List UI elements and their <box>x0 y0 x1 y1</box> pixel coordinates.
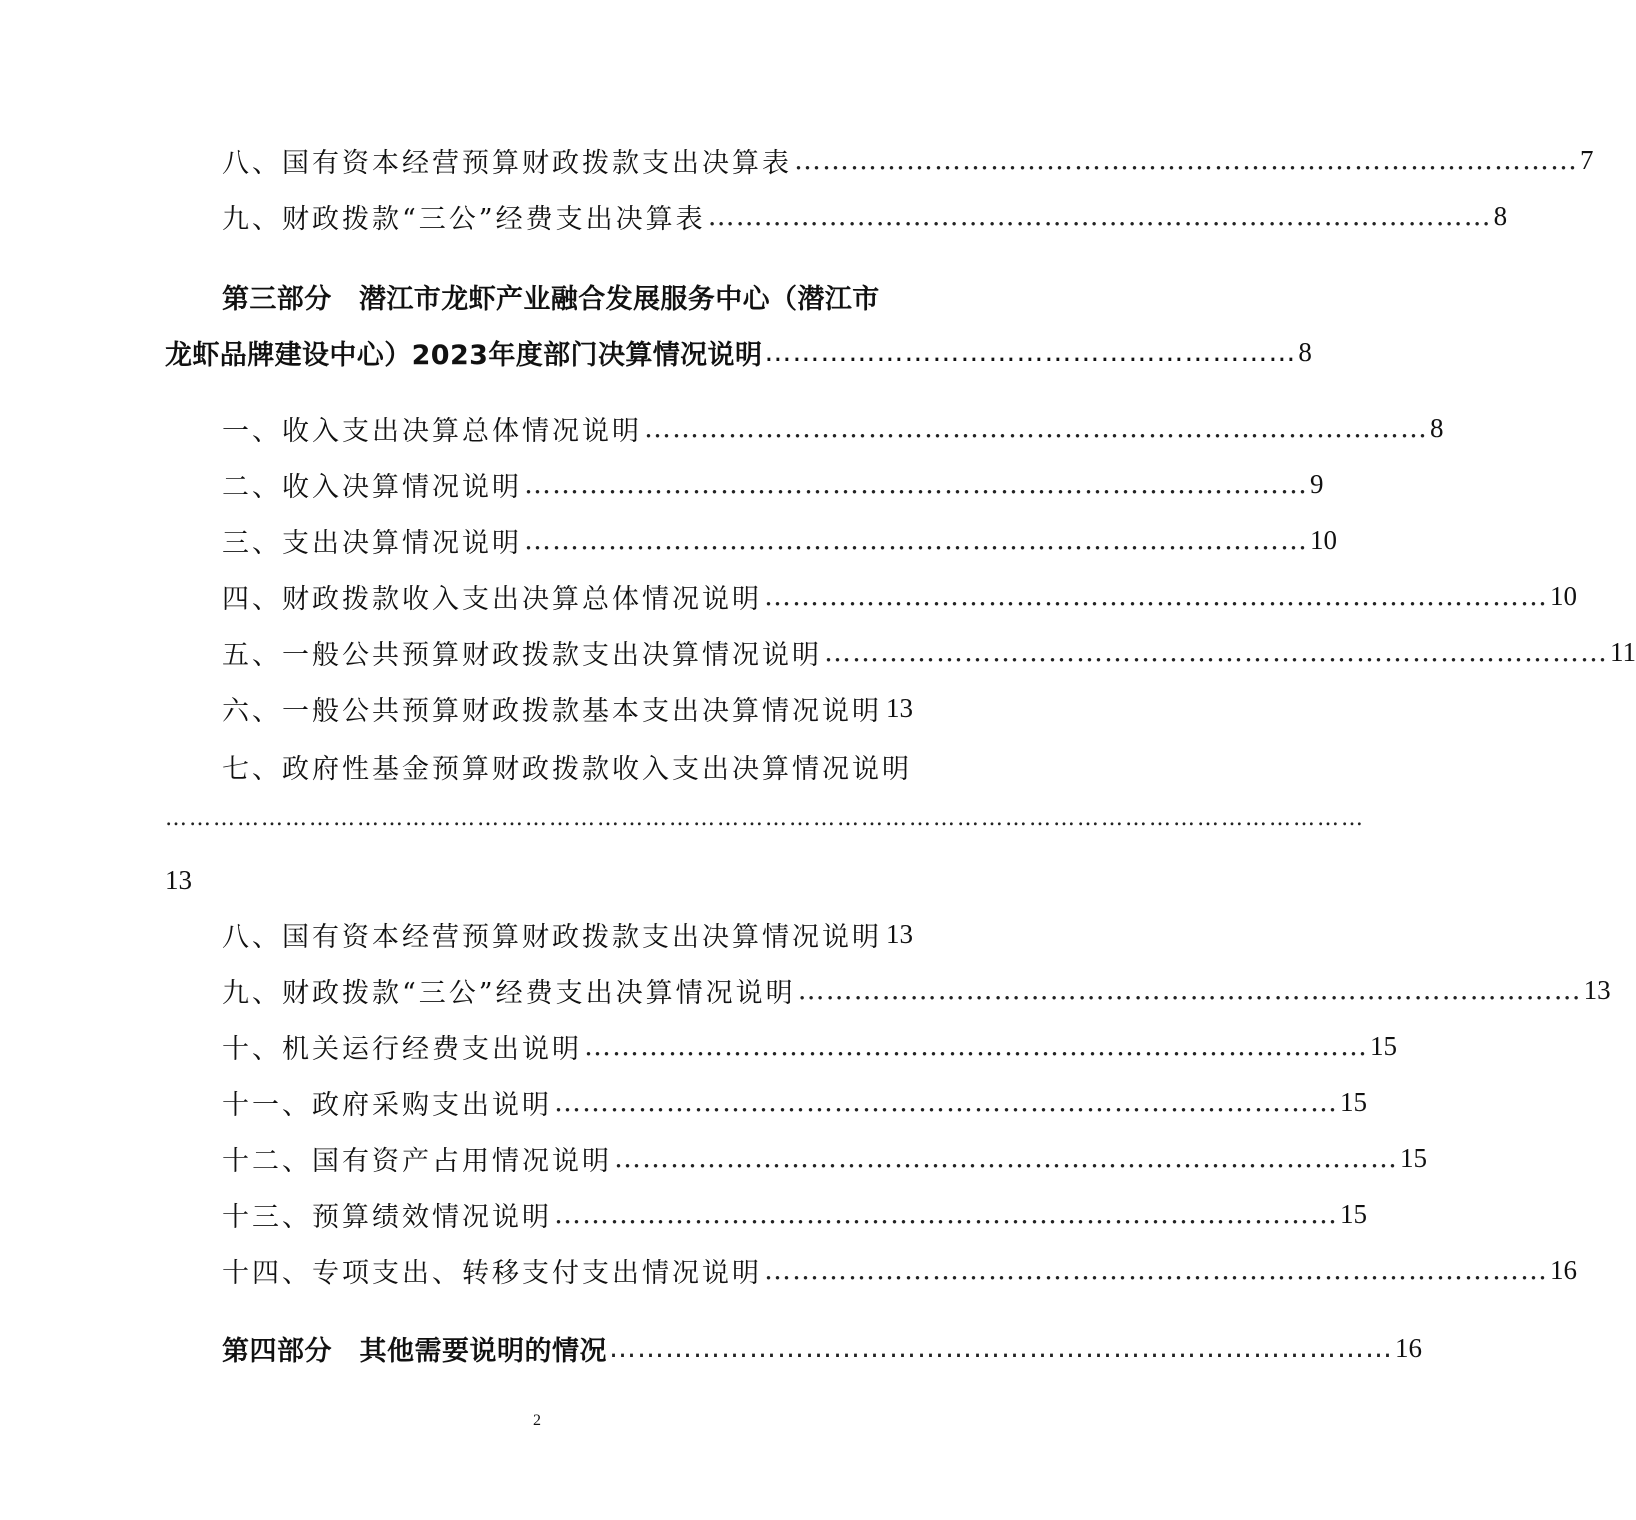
toc-leader-dots: ………………………………………………………………………… <box>584 1030 1368 1062</box>
toc-entry-page: 7 <box>1580 144 1594 175</box>
toc-leader-dots: ………………………………………………………………………… <box>824 636 1608 668</box>
toc-leader-dots: ………………………………………………………………………… <box>554 1198 1338 1230</box>
toc-entry[interactable] <box>222 970 1611 1010</box>
toc-entry-page: 8 <box>1493 200 1508 231</box>
toc-entry[interactable] <box>222 196 1508 236</box>
toc-entry-label: 一、收入支出决算总体情况说明 <box>222 415 642 447</box>
toc-entry[interactable] <box>222 464 1324 504</box>
part3-heading-text: 第三部分 潜江市龙虾产业融合发展服务中心（潜江市 <box>222 283 880 315</box>
toc-entry[interactable] <box>222 140 1594 180</box>
toc-entry-label: 九、财政拨款“三公”经费支出决算情况说明 <box>222 977 796 1009</box>
toc-entry[interactable] <box>222 914 912 954</box>
page-number: 2 <box>533 1412 541 1429</box>
toc-leader-dots: ………………………………………………… <box>764 336 1297 368</box>
part3-heading-line1[interactable] <box>222 276 912 316</box>
toc-leader-dots: ………………………………………………………………………… <box>644 412 1428 444</box>
toc-entry-label: 十一、政府采购支出说明 <box>222 1089 552 1121</box>
toc-entry-label: 十二、国有资产占用情况说明 <box>222 1145 612 1177</box>
part3-heading-line2[interactable] <box>165 332 1313 372</box>
toc-entry-page: 13 <box>1583 974 1611 1005</box>
toc-entry-label: 五、一般公共预算财政拨款支出决算情况说明 <box>222 639 822 671</box>
part3-heading-page: 8 <box>1298 336 1313 367</box>
toc-entry-page: 8 <box>1430 412 1444 443</box>
toc-entry-page: 15 <box>1400 1142 1427 1173</box>
toc-entry[interactable] <box>222 632 1636 672</box>
toc-entry-page: 15 <box>1340 1198 1367 1229</box>
toc-entry-label: 四、财政拨款收入支出决算总体情况说明 <box>222 583 762 615</box>
toc-entry-label: 八、国有资本经营预算财政拨款支出决算情况说明 <box>222 921 882 953</box>
toc-entry[interactable] <box>222 1250 1577 1290</box>
toc-entry[interactable] <box>222 1138 1427 1178</box>
toc-leader-dots: ………………………………………………………………………… <box>764 1254 1548 1286</box>
toc-entry-label: 十四、专项支出、转移支付支出情况说明 <box>222 1257 762 1289</box>
toc-leader-dots: …………………………………………………………………………………………………………………………………… <box>165 806 1365 831</box>
toc-entry-7-label[interactable]: 七、政府性基金预算财政拨款收入支出决算情况说明 <box>222 753 912 785</box>
toc-entry-label: 十三、预算绩效情况说明 <box>222 1201 552 1233</box>
toc-entry[interactable] <box>222 1194 1367 1234</box>
toc-entry-label: 八、国有资本经营预算财政拨款支出决算表 <box>222 147 792 179</box>
toc-entry-label: 九、财政拨款“三公”经费支出决算表 <box>222 203 706 235</box>
part3-heading-text: 龙虾品牌建设中心）2023年度部门决算情况说明 <box>165 339 763 371</box>
toc-leader-dots: ………………………………………………………………………… <box>794 144 1578 176</box>
toc-entry-page: 13 <box>886 918 913 949</box>
toc-leader-dots: ………………………………………………………………………… <box>609 1332 1393 1364</box>
toc-entry-page: 10 <box>1310 524 1337 555</box>
toc-leader-dots: ………………………………………………………………………… <box>707 200 1492 232</box>
toc-entry[interactable] <box>222 688 912 728</box>
toc-entry-page: 13 <box>886 692 913 723</box>
toc-entry-page: 9 <box>1310 468 1324 499</box>
toc-entry[interactable] <box>222 520 1337 560</box>
toc-entry-label: 十、机关运行经费支出说明 <box>222 1033 582 1065</box>
part4-heading-page: 16 <box>1395 1332 1422 1363</box>
part4-heading[interactable] <box>222 1328 1422 1368</box>
toc-entry-page: 15 <box>1370 1030 1397 1061</box>
toc-leader-dots: ………………………………………………………………………… <box>524 468 1308 500</box>
toc-entry-page: 15 <box>1340 1086 1367 1117</box>
toc-entry-label: 六、一般公共预算财政拨款基本支出决算情况说明 <box>222 695 882 727</box>
toc-leader-dots: ………………………………………………………………………… <box>554 1086 1338 1118</box>
toc-leader-dots: ………………………………………………………………………… <box>764 580 1548 612</box>
toc-leader-dots: ………………………………………………………………………… <box>524 524 1308 556</box>
toc-entry-7-page: 13 <box>165 864 192 895</box>
toc-leader-dots: ………………………………………………………………………… <box>614 1142 1398 1174</box>
toc-entry-label: 二、收入决算情况说明 <box>222 471 522 503</box>
toc-entry[interactable] <box>222 576 1577 616</box>
part4-heading-label: 第四部分 其他需要说明的情况 <box>222 1335 607 1367</box>
toc-entry-page: 16 <box>1550 1254 1577 1285</box>
toc-entry-page: 11 <box>1610 636 1636 667</box>
toc-entry-label: 三、支出决算情况说明 <box>222 527 522 559</box>
toc-leader-dots: ………………………………………………………………………… <box>797 974 1582 1006</box>
toc-entry[interactable] <box>222 408 1444 448</box>
toc-entry[interactable] <box>222 1026 1397 1066</box>
toc-entry-page: 10 <box>1550 580 1577 611</box>
toc-entry[interactable] <box>222 1082 1367 1122</box>
